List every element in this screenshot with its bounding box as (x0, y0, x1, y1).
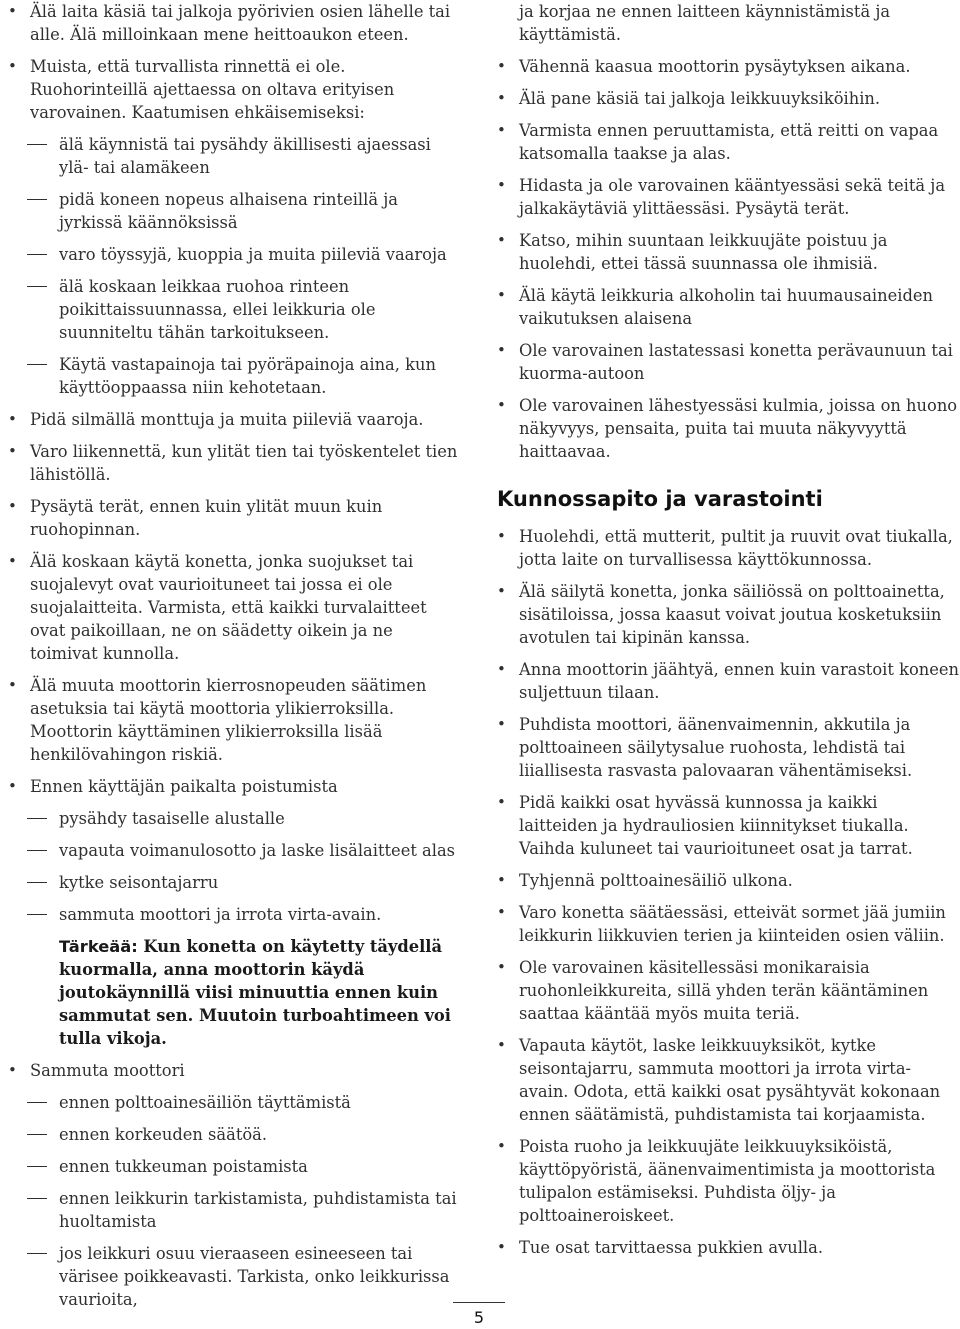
bullet-item: • Vapauta käytöt, laske leikkuuyksiköt, kytke seisontajarru, sammuta moottori ja irrota virta-avain. Odota, että kaikki osat pysähtyvät kokonaan ennen säätämistä, puhdistamista tai korjaamista. (497, 1034, 960, 1126)
footer-divider (453, 1302, 505, 1303)
bullet-item: • Muista, että turvallista rinnettä ei ole. Ruohorinteillä ajettaessa on oltava erityisen varovainen. Kaatumisen ehkäisemiseksi: (8, 55, 460, 124)
dash-item: pysähdy tasaiselle alustalle (8, 807, 460, 830)
bullet-item: • Tue osat tarvittaessa pukkien avulla. (497, 1236, 960, 1259)
dash-item: älä käynnistä tai pysähdy äkillisesti ajaessasi ylä- tai alamäkeen (8, 133, 460, 179)
bullet-item: • Tyhjennä polttoainesäiliö ulkona. (497, 869, 960, 892)
left-list-continued (8, 1059, 460, 1311)
bullet-item: • Sammuta moottori (8, 1059, 460, 1082)
dash-item: pidä koneen nopeus alhaisena rinteillä ja jyrkissä käännöksissä (8, 188, 460, 234)
dash-item: varo töyssyjä, kuoppia ja muita piileviä vaaroja (8, 243, 460, 266)
dash-item: vapauta voimanulosotto ja laske lisälaitteet alas (8, 839, 460, 862)
dash-item: kytke seisontajarru (8, 871, 460, 894)
bullet-item: • Ole varovainen lastatessasi konetta perävaunuun tai kuorma-autoon (497, 339, 960, 385)
bullet-item: • Poista ruoho ja leikkuujäte leikkuuyksiköistä, käyttöpyöristä, äänenvaimentimista ja moottorista tulipalon estämiseksi. Puhdista öljy- ja polttoaineroiskeet. (497, 1135, 960, 1227)
important-label: Tärkeää: (59, 937, 138, 956)
bullet-item: • Huolehdi, että mutterit, pultit ja ruuvit ovat tiukalla, jotta laite on turvallisessa käyttökunnossa. (497, 525, 960, 571)
bullet-item: • Anna moottorin jäähtyä, ennen kuin varastoit koneen suljettuun tilaan. (497, 658, 960, 704)
bullet-item: • Vähennä kaasua moottorin pysäytyksen aikana. (497, 55, 960, 78)
dash-item: ennen tukkeuman poistamista (8, 1155, 460, 1178)
bullet-item: • Hidasta ja ole varovainen kääntyessäsi sekä teitä ja jalkakäytäviä ylittäessäsi. Pysäytä terät. (497, 174, 960, 220)
important-note (59, 935, 460, 1050)
dash-item: ennen leikkurin tarkistamista, puhdistamista tai huoltamista (8, 1187, 460, 1233)
bullet-item: • Pysäytä terät, ennen kuin ylität muun kuin ruohopinnan. (8, 495, 460, 541)
right-column (497, 0, 960, 1268)
bullet-item: • Varo liikennettä, kun ylität tien tai työskentelet tien lähistöllä. (8, 440, 460, 486)
bullet-item: • Ennen käyttäjän paikalta poistumista (8, 775, 460, 798)
bullet-item: • Ole varovainen lähestyessäsi kulmia, joissa on huono näkyvyys, pensaita, puita tai muuta näkyvyyttä haittaavaa. (497, 394, 960, 463)
dash-item: ennen korkeuden säätöä. (8, 1123, 460, 1146)
bullet-item: • Pidä silmällä monttuja ja muita piileviä vaaroja. (8, 408, 460, 431)
page-number: 5 (473, 1308, 485, 1327)
maintenance-list (497, 525, 960, 1259)
important-text: Kun konetta on käytetty täydellä kuormalla, anna moottorin käydä joutokäynnillä viisi minuuttia ennen kuin sammutat sen. Muutoin turboahtimeen voi tulla vikoja. (59, 937, 451, 1048)
section-heading: Kunnossapito ja varastointi (497, 487, 823, 511)
continued-text: ja korjaa ne ennen laitteen käynnistämistä ja käyttämistä. (519, 2, 891, 44)
bullet-item: • Älä muuta moottorin kierrosnopeuden säätimen asetuksia tai käytä moottoria ylikierroksilla. Moottorin käyttäminen ylikierroksilla lisää henkilövahingon riskiä. (8, 674, 460, 766)
dash-item: jos leikkuri osuu vieraaseen esineeseen tai värisee poikkeavasti. Tarkista, onko leikkurissa vaurioita, (8, 1242, 460, 1311)
bullet-item: • Puhdista moottori, äänenvaimennin, akkutila ja polttoaineen säilytysalue ruohosta, lehdistä tai liiallisesta rasvasta palovaaran vähentämiseksi. (497, 713, 960, 782)
dash-item: älä koskaan leikkaa ruohoa rinteen poikittaissuunnassa, ellei leikkuria ole suunniteltu tähän tarkoitukseen. (8, 275, 460, 344)
left-column (8, 0, 460, 1320)
bullet-item: • Ole varovainen käsitellessäsi monikaraisia ruohonleikkureita, sillä yhden terän kääntäminen saattaa kääntää myös muita teriä. (497, 956, 960, 1025)
bullet-item: • Älä käytä leikkuria alkoholin tai huumausaineiden vaikutuksen alaisena (497, 284, 960, 330)
left-list (8, 0, 460, 926)
bullet-item: • Katso, mihin suuntaan leikkuujäte poistuu ja huolehdi, ettei tässä suunnassa ole ihmisiä. (497, 229, 960, 275)
bullet-item: • Älä säilytä konetta, jonka säiliössä on polttoainetta, sisätiloissa, jossa kaasut voivat joutua kosketuksiin avotulen tai kipinän kanssa. (497, 580, 960, 649)
bullet-item: • Pidä kaikki osat hyvässä kunnossa ja kaikki laitteiden ja hydrauliosien kiinnitykset tiukalla. Vaihda kuluneet tai vaurioituneet osat ja tarrat. (497, 791, 960, 860)
bullet-item: • Älä pane käsiä tai jalkoja leikkuuyksiköihin. (497, 87, 960, 110)
right-list (497, 0, 960, 463)
bullet-item: • Älä koskaan käytä konetta, jonka suojukset tai suojalevyt ovat vaurioituneet tai jossa ei ole suojalaitteita. Varmista, että kaikki turvalaitteet ovat paikoillaan, ne on säädetty oikein ja ne toimivat kunnolla. (8, 550, 460, 665)
dash-item: sammuta moottori ja irrota virta-avain. (8, 903, 460, 926)
bullet-item: • Varmista ennen peruuttamista, että reitti on vapaa katsomalla taakse ja alas. (497, 119, 960, 165)
bullet-item: • Varo konetta säätäessäsi, etteivät sormet jää jumiin leikkurin liikkuvien terien ja kiinteiden osien väliin. (497, 901, 960, 947)
dash-item: ennen polttoainesäiliön täyttämistä (8, 1091, 460, 1114)
dash-item: Käytä vastapainoja tai pyöräpainoja aina, kun käyttöoppaassa niin kehotetaan. (8, 353, 460, 399)
bullet-item: • Älä laita käsiä tai jalkoja pyörivien osien lähelle tai alle. Älä milloinkaan mene heittoaukon eteen. (8, 0, 460, 46)
